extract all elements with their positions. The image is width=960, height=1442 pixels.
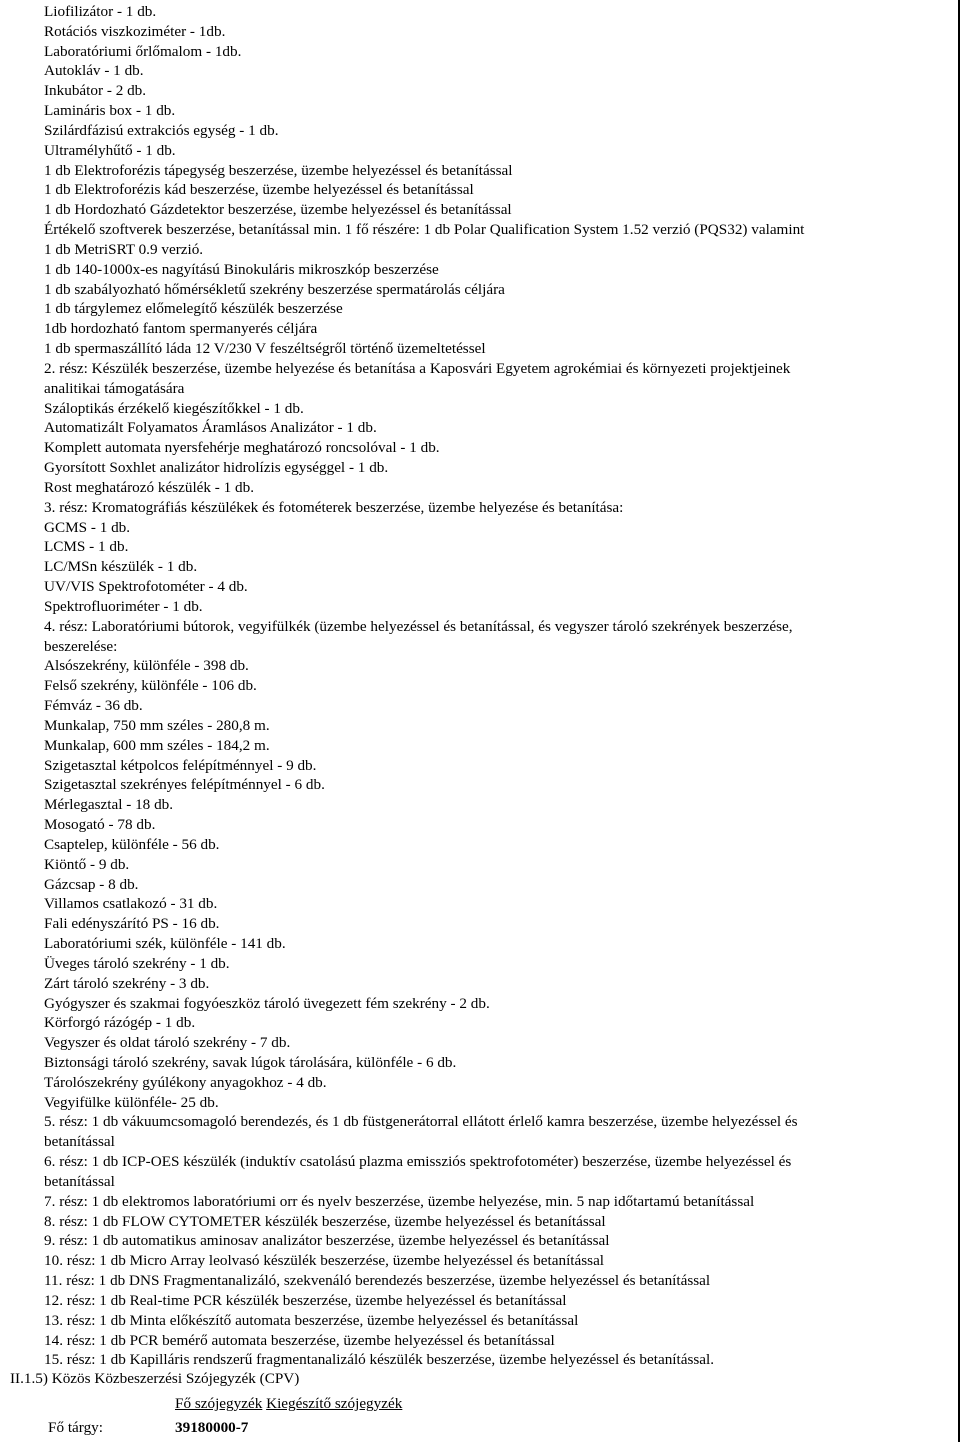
document-line: LCMS - 1 db. <box>44 538 129 556</box>
document-line: Villamos csatlakozó - 31 db. <box>44 895 218 913</box>
document-line: Szilárdfázisú extrakciós egység - 1 db. <box>44 121 279 139</box>
document-line: 1db hordozható fantom spermanyerés céljára <box>44 320 318 338</box>
main-object-label: Fő tárgy: <box>48 1419 103 1436</box>
document-line: 6. rész: 1 db ICP-OES készülék (induktív csatolású plazma emissziós spektrofotométer) beszerzése, üzembe helyezéssel és <box>44 1153 792 1171</box>
document-line: 15. rész: 1 db Kapilláris rendszerű fragmentanalizáló készülék beszerzése, üzembe helyezéssel és betanítással. <box>44 1351 715 1369</box>
document-line: 14. rész: 1 db PCR bemérő automata beszerzése, üzembe helyezéssel és betanítással <box>44 1331 555 1349</box>
document-line: 7. rész: 1 db elektromos laboratóriumi orr és nyelv beszerzése, üzembe helyezése, min. 5 nap időtartamú betanítással <box>44 1192 755 1210</box>
document-line: Gázcsap - 8 db. <box>44 875 139 893</box>
document-line: 1 db Elektroforézis kád beszerzése, üzembe helyezéssel és betanítással <box>44 181 474 199</box>
document-line: Autokláv - 1 db. <box>44 62 144 80</box>
document-line: betanítással <box>44 1133 115 1151</box>
document-line: 1 db szabályozható hőmérsékletű szekrény beszerzése spermatárolás céljára <box>44 280 505 298</box>
document-line: Üveges tároló szekrény - 1 db. <box>44 954 230 972</box>
supplementary-vocabulary-link[interactable]: Kiegészítő szójegyzék <box>266 1395 403 1412</box>
document-line: Felső szekrény, különféle - 106 db. <box>44 677 257 695</box>
document-line: Száloptikás érzékelő kiegészítőkkel - 1 db. <box>44 399 304 417</box>
document-line: Fali edényszárító PS - 16 db. <box>44 915 220 933</box>
document-line: Vegyszer és oldat tároló szekrény - 7 db. <box>44 1034 291 1052</box>
document-line: Gyógyszer és szakmai fogyóeszköz tároló üvegezett fém szekrény - 2 db. <box>44 994 490 1012</box>
document-line: Spektrofluoriméter - 1 db. <box>44 597 203 615</box>
document-line: 1 db MetriSRT 0.9 verzió. <box>44 240 204 258</box>
document-line: Rost meghatározó készülék - 1 db. <box>44 478 255 496</box>
cpv-heading: II.1.5) Közös Közbeszerzési Szójegyzék (CPV) <box>10 1370 300 1387</box>
document-line: 1 db spermaszállító láda 12 V/230 V feszéltségről történő üzemeltetéssel <box>44 340 486 358</box>
document-line: Körforgó rázógép - 1 db. <box>44 1014 196 1032</box>
document-line: 4. rész: Laboratóriumi bútorok, vegyifülkék (üzembe helyezéssel és betanítással, és vegyszer tároló szekrények beszerzése, <box>44 617 793 635</box>
document-line: Lamináris box - 1 db. <box>44 102 176 120</box>
document-line: UV/VIS Spektrofotométer - 4 db. <box>44 578 248 596</box>
document-line: 1 db tárgylemez előmelegítő készülék beszerzése <box>44 300 343 318</box>
document-line: LC/MSn készülék - 1 db. <box>44 558 198 576</box>
document-line: Liofilizátor - 1 db. <box>44 3 157 20</box>
document-line: Alsószekrény, különféle - 398 db. <box>44 657 249 675</box>
main-object-code: 39180000-7 <box>175 1419 249 1436</box>
document-line: Laboratóriumi szék, különféle - 141 db. <box>44 935 286 952</box>
document-line: Ultramélyhűtő - 1 db. <box>44 141 176 159</box>
document-line: Automatizált Folyamatos Áramlásos Analizátor - 1 db. <box>44 419 377 437</box>
document-line: 1 db Elektroforézis tápegység beszerzése, üzembe helyezéssel és betanítással <box>44 161 513 179</box>
document-line: Munkalap, 600 mm széles - 184,2 m. <box>44 736 270 754</box>
document-line: Kiöntő - 9 db. <box>44 855 130 873</box>
document-line: 1 db Hordozható Gázdetektor beszerzése, üzembe helyezéssel és betanítással <box>44 201 512 219</box>
document-line: GCMS - 1 db. <box>44 518 131 536</box>
document-line: 2. rész: Készülék beszerzése, üzembe helyezése és betanítása a Kaposvári Egyetem agrokémiai és környezeti projektjeinek <box>44 359 791 377</box>
document-line: 13. rész: 1 db Minta előkészítő automata beszerzése, üzembe helyezéssel és betanítással <box>44 1311 579 1329</box>
document-line: 12. rész: 1 db Real-time PCR készülék beszerzése, üzembe helyezéssel és betanítással <box>44 1291 567 1309</box>
document-line: Inkubátor - 2 db. <box>44 82 147 100</box>
document-line: Zárt tároló szekrény - 3 db. <box>44 974 210 992</box>
document-line: Munkalap, 750 mm széles - 280,8 m. <box>44 716 270 734</box>
document-line: Komplett automata nyersfehérje meghatározó roncsolóval - 1 db. <box>44 439 440 457</box>
document-line: 9. rész: 1 db automatikus aminosav analizátor beszerzése, üzembe helyezéssel és betanítással <box>44 1232 610 1250</box>
document-line: Vegyifülke különféle- 25 db. <box>44 1093 219 1111</box>
document-line: 1 db 140-1000x-es nagyítású Binokuláris mikroszkóp beszerzése <box>44 260 439 278</box>
document-line: Laboratóriumi őrlőmalom - 1db. <box>44 42 242 60</box>
document-line: beszerelése: <box>44 637 118 655</box>
document-line: Gyorsított Soxhlet analizátor hidrolízis egységgel - 1 db. <box>44 459 389 477</box>
main-vocabulary-link[interactable]: Fő szójegyzék <box>175 1395 263 1412</box>
document-line: Biztonsági tároló szekrény, savak lúgok tárolására, különféle - 6 db. <box>44 1053 457 1071</box>
document-line: Mosogató - 78 db. <box>44 816 156 834</box>
document-line: Csaptelep, különféle - 56 db. <box>44 835 220 853</box>
document-line: 11. rész: 1 db DNS Fragmentanalizáló, szekvenáló berendezés beszerzése, üzembe helyezéssel és betanítással <box>44 1272 711 1290</box>
document-line: Értékelő szoftverek beszerzése, betanítással min. 1 fő részére: 1 db Polar Qualification System 1.52 verzió (PQS32) valamint <box>44 221 805 239</box>
document-line: 8. rész: 1 db FLOW CYTOMETER készülék beszerzése, üzembe helyezéssel és betanítással <box>44 1212 606 1230</box>
document-line: Tárolószekrény gyúlékony anyagokhoz - 4 db. <box>44 1073 327 1091</box>
cpv-vocabulary-links <box>175 1394 402 1414</box>
document-line: Rotációs viszkoziméter - 1db. <box>44 22 226 40</box>
document-line: Szigetasztal kétpolcos felépítménnyel - 9 db. <box>44 756 317 774</box>
document-line: Szigetasztal szekrényes felépítménnyel - 6 db. <box>44 776 325 794</box>
document-line: betanítással <box>44 1172 115 1190</box>
document-line: 10. rész: 1 db Micro Array leolvasó készülék beszerzése, üzembe helyezéssel és betanítással <box>44 1252 605 1270</box>
document-line: Fémváz - 36 db. <box>44 697 143 715</box>
document-line: Mérlegasztal - 18 db. <box>44 796 174 814</box>
document-line: analitikai támogatására <box>44 379 185 397</box>
document-line: 3. rész: Kromatográfiás készülékek és fotométerek beszerzése, üzembe helyezése és betanítása: <box>44 498 624 516</box>
document-line: 5. rész: 1 db vákuumcsomagoló berendezés, és 1 db füstgenerátorral ellátott érlelő kamra beszerzése, üzembe helyezéssel és <box>44 1113 798 1131</box>
